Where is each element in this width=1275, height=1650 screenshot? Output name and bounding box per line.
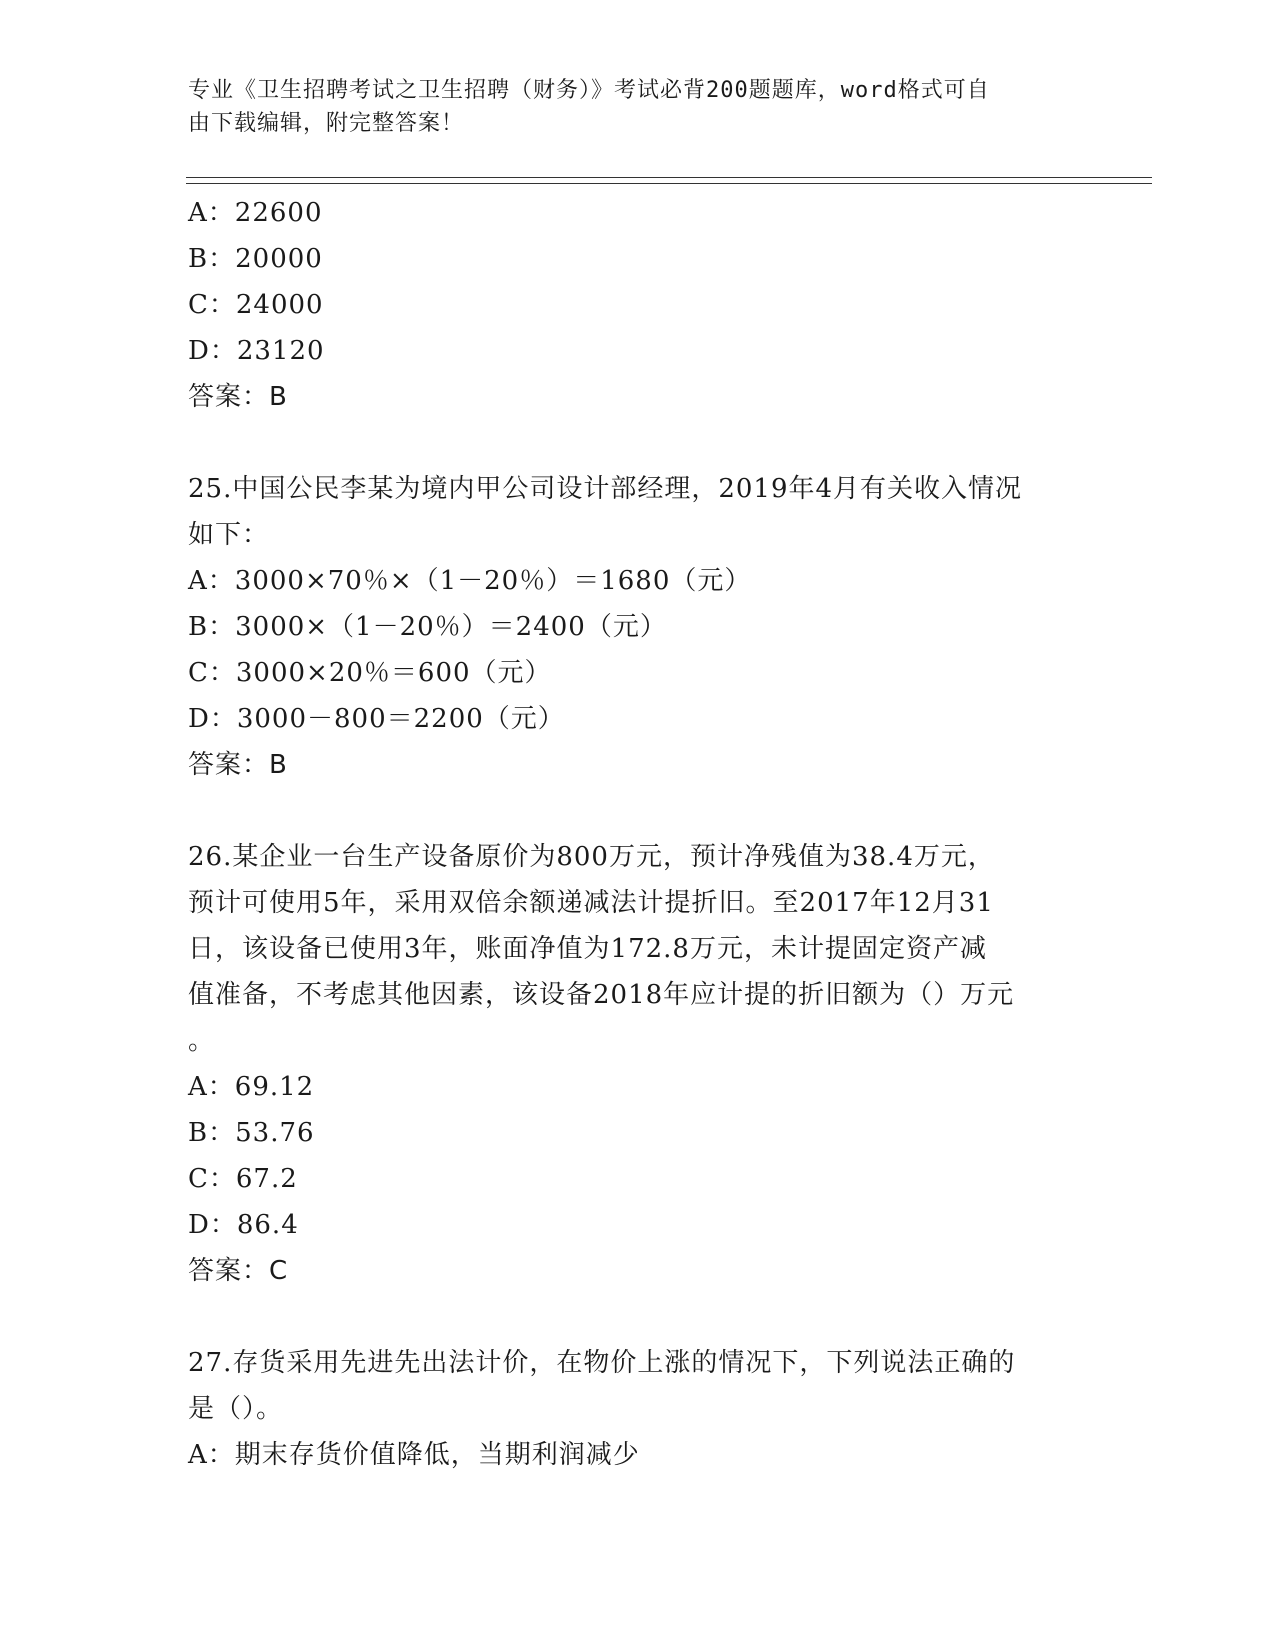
option-d: D：86.4 (188, 1210, 299, 1240)
option-c: C：3000×20％＝600（元） (188, 658, 552, 688)
spacer (188, 1294, 1088, 1340)
document-body (188, 190, 1088, 1478)
option-d: D：23120 (188, 336, 325, 366)
header-divider-top (186, 177, 1152, 178)
question-24-block (188, 190, 1088, 420)
question-text-line: 是（）。 (188, 1394, 284, 1424)
header-divider-bottom (186, 183, 1152, 184)
question-text-line: 如下： (188, 520, 270, 550)
question-text-line: 26.某企业一台生产设备原价为800万元，预计净残值为38.4万元， (188, 842, 995, 872)
answer-line: 答案：C (188, 1256, 289, 1286)
question-text-line: 日，该设备已使用3年，账面净值为172.8万元，未计提固定资产减 (188, 934, 987, 964)
option-c: C：67.2 (188, 1164, 298, 1194)
header-title-line-2: 由下载编辑，附完整答案！ (188, 111, 465, 136)
header-title-line-1: 专业《卫生招聘考试之卫生招聘（财务）》考试必背200题题库，word格式可自 (188, 78, 990, 103)
question-text-line: 25.中国公民李某为境内甲公司设计部经理，2019年4月有关收入情况 (188, 474, 1023, 504)
spacer (188, 420, 1088, 466)
option-d: D：3000－800＝2200（元） (188, 704, 565, 734)
document-header (188, 74, 1068, 140)
question-text-line: 27.存货采用先进先出法计价，在物价上涨的情况下，下列说法正确的 (188, 1348, 1016, 1378)
option-a: A：期末存货价值降低，当期利润减少 (188, 1440, 640, 1470)
question-27-block (188, 1340, 1088, 1478)
option-a: A：22600 (188, 198, 323, 228)
question-26-block (188, 834, 1088, 1294)
question-text-line: 。 (188, 1026, 216, 1056)
option-b: B：53.76 (188, 1118, 315, 1148)
option-a: A：3000×70％×（1－20％）＝1680（元） (188, 566, 752, 596)
question-text-line: 预计可使用5年，采用双倍余额递减法计提折旧。至2017年12月31 (188, 888, 994, 918)
option-b: B：20000 (188, 244, 323, 274)
question-text-line: 值准备，不考虑其他因素，该设备2018年应计提的折旧额为（）万元 (188, 980, 1015, 1010)
answer-line: 答案：B (188, 382, 288, 412)
spacer (188, 788, 1088, 834)
option-a: A：69.12 (188, 1072, 315, 1102)
answer-line: 答案：B (188, 750, 288, 780)
option-c: C：24000 (188, 290, 324, 320)
question-25-block (188, 466, 1088, 788)
option-b: B：3000×（1－20％）＝2400（元） (188, 612, 667, 642)
